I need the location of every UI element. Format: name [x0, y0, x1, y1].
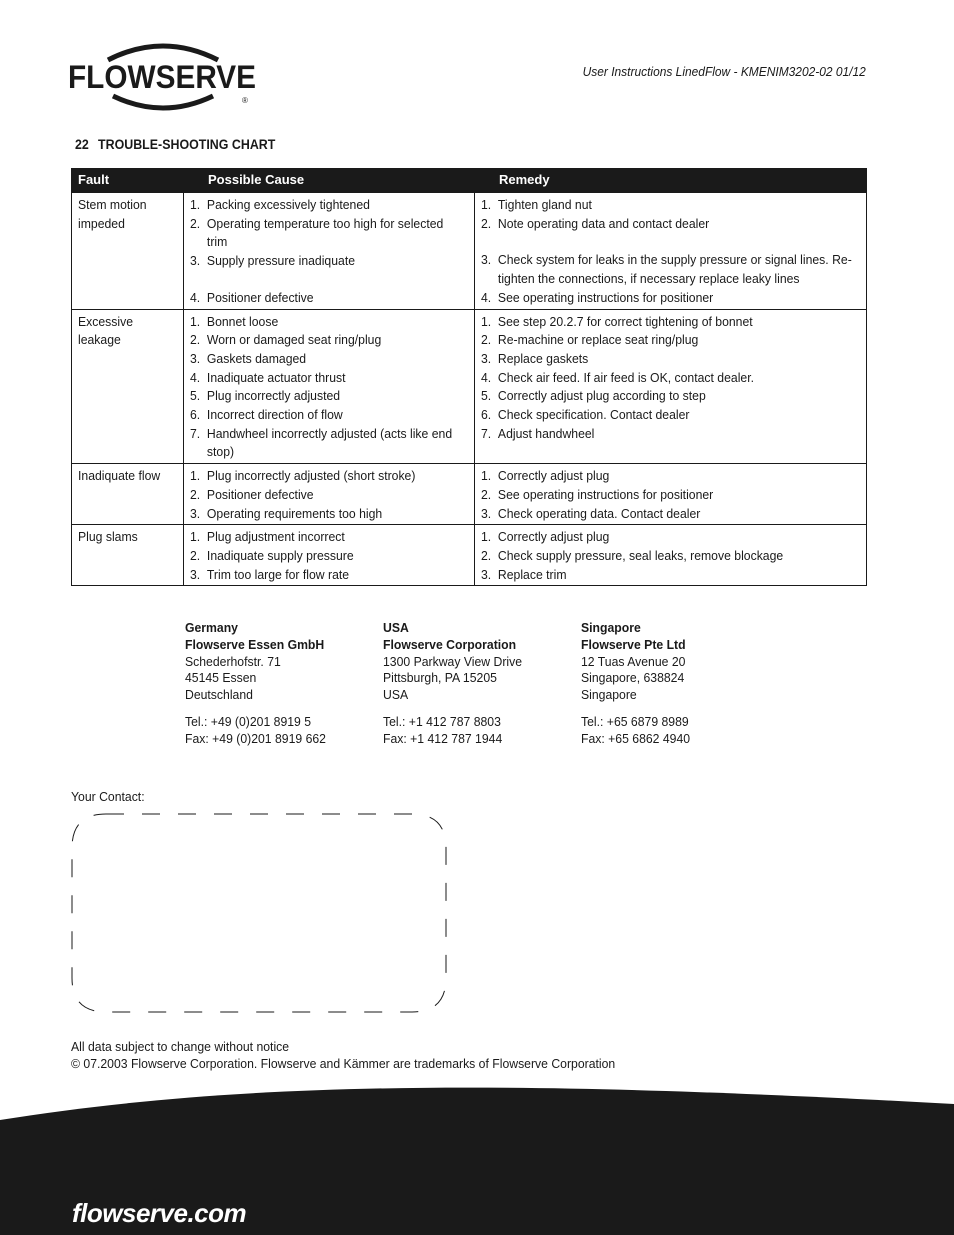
- fault-cell: [72, 464, 184, 525]
- item-text: See operating instructions for positioner: [497, 486, 714, 502]
- office-germany: [185, 620, 375, 748]
- footer-notes: [71, 1038, 650, 1072]
- list-item: [190, 350, 467, 369]
- item-number: 3.: [481, 252, 492, 268]
- item-number: 2.: [481, 486, 492, 502]
- table-row: [72, 464, 867, 525]
- table-row: [72, 309, 867, 464]
- header-fault: Fault: [72, 169, 184, 193]
- copyright: © 07.2003 Flowserve Corporation. Flowserve and Kämmer are trademarks of Flowserve Corporation: [71, 1056, 616, 1071]
- item-text: Incorrect direction of flow: [206, 407, 343, 423]
- item-text: Correctly adjust plug: [497, 468, 610, 484]
- document-reference: User Instructions LinedFlow - KMENIM3202-02 01/12: [582, 64, 866, 79]
- item-text: Check specification. Contact dealer: [497, 407, 690, 423]
- list-item: [190, 547, 467, 566]
- item-text: Gaskets damaged: [206, 350, 307, 366]
- item-number: 2.: [190, 332, 201, 348]
- remedy-list: [481, 467, 860, 523]
- list-item: [481, 406, 859, 425]
- item-number: 1.: [481, 197, 492, 212]
- item-number: 3.: [190, 253, 201, 269]
- list-item: [481, 547, 859, 566]
- list-item: [481, 505, 859, 524]
- item-number: 4.: [481, 289, 492, 305]
- list-item: [481, 215, 859, 234]
- item-number: 6.: [481, 407, 492, 423]
- list-item: [481, 528, 859, 547]
- list-item: [190, 387, 467, 406]
- item-text: Check supply pressure, seal leaks, remove blockage: [497, 547, 784, 563]
- remedy-cell: [475, 464, 867, 525]
- list-item: [481, 331, 859, 350]
- item-number: 1.: [190, 197, 201, 212]
- office-address-line: 1300 Parkway View Drive: [383, 653, 523, 669]
- office-fax: Fax: +49 (0)201 8919 662: [185, 730, 326, 746]
- list-item: [190, 313, 467, 332]
- item-number: 3.: [190, 566, 201, 582]
- list-item: [190, 289, 467, 308]
- remedy-list: [481, 528, 860, 584]
- item-number: 5.: [481, 388, 492, 404]
- item-text: Check operating data. Contact dealer: [497, 505, 701, 521]
- item-text: See step 20.2.7 for correct tightening of bonnet: [497, 313, 753, 329]
- item-number: 2.: [190, 486, 201, 502]
- item-text: Positioner defective: [206, 486, 314, 502]
- item-text: Bonnet loose: [206, 313, 279, 329]
- item-number: 3.: [190, 505, 201, 521]
- item-text: Check system for leaks in the supply pressure or signal lines. Re-tighten the connections, if necessary replace leaky lines: [497, 252, 852, 287]
- item-number: 3.: [190, 350, 201, 366]
- item-number: 4.: [190, 289, 201, 305]
- item-text: Handwheel incorrectly adjusted (acts like end stop): [206, 425, 453, 460]
- item-number: 1.: [190, 468, 201, 484]
- item-text: Plug incorrectly adjusted: [206, 388, 341, 404]
- contact-box: [70, 812, 448, 1014]
- list-item: [190, 566, 467, 585]
- office-address-line: Singapore, 638824: [581, 670, 685, 686]
- header-remedy: Remedy: [475, 169, 867, 193]
- item-text: Re-machine or replace seat ring/plug: [497, 332, 699, 348]
- item-number: 3.: [481, 566, 492, 582]
- list-item: [481, 425, 859, 444]
- office-fax: Fax: +1 412 787 1944: [383, 730, 503, 746]
- list-item: [481, 467, 859, 486]
- item-number: 1.: [190, 529, 201, 545]
- list-item: [190, 406, 467, 425]
- office-company: Flowserve Corporation: [383, 636, 517, 652]
- remedy-cell: [475, 525, 867, 586]
- office-tel: Tel.: +1 412 787 8803: [383, 713, 501, 729]
- fault-cell: [72, 309, 184, 464]
- office-singapore: [581, 620, 771, 748]
- item-number: 7.: [190, 425, 201, 441]
- list-item: [190, 252, 467, 271]
- office-company: Flowserve Pte Ltd: [581, 636, 686, 652]
- item-text: Operating temperature too high for selected trim: [206, 215, 444, 250]
- item-text: Check air feed. If air feed is OK, contact dealer.: [497, 369, 754, 385]
- office-tel: Tel.: +65 6879 8989: [581, 713, 689, 729]
- office-address-line: 45145 Essen: [185, 670, 257, 686]
- website-link[interactable]: flowserve.com: [72, 1198, 247, 1228]
- list-item: [190, 196, 467, 215]
- logo-wordmark: FLOWSERVE: [68, 59, 256, 95]
- office-address-line: Singapore: [581, 687, 637, 703]
- flowserve-logo: [68, 40, 258, 112]
- fault-text: Inadiquate flow: [78, 468, 161, 484]
- header-possible-cause: Possible Cause: [184, 169, 475, 193]
- item-number: 2.: [190, 547, 201, 563]
- cause-cell: [184, 193, 475, 310]
- office-address-line: Pittsburgh, PA 15205: [383, 670, 497, 686]
- item-text: Worn or damaged seat ring/plug: [206, 332, 382, 348]
- fault-cell: [72, 193, 184, 310]
- logo-arc-top: [108, 46, 218, 60]
- cause-cell: [184, 464, 475, 525]
- office-address-line: Deutschland: [185, 687, 253, 703]
- item-text: Plug adjustment incorrect: [206, 529, 345, 545]
- item-number: 3.: [481, 350, 492, 366]
- cause-list: [190, 467, 468, 523]
- item-text: Replace gaskets: [497, 350, 589, 366]
- fault-text: Stem motion impeded: [78, 197, 147, 231]
- cause-list: [190, 528, 468, 584]
- remedy-cell: [475, 193, 867, 310]
- item-number: 2.: [190, 215, 201, 231]
- list-item: [190, 528, 467, 547]
- table-row: [72, 525, 867, 586]
- fault-text: Plug slams: [78, 529, 138, 545]
- section-title-text: TROUBLE-SHOOTING CHART: [98, 137, 276, 152]
- item-number: 4.: [481, 369, 492, 385]
- item-number: 5.: [190, 388, 201, 404]
- office-country: Germany: [185, 620, 238, 635]
- item-text: Note operating data and contact dealer: [497, 215, 710, 231]
- section-number: 22: [75, 137, 89, 152]
- office-fax: Fax: +65 6862 4940: [581, 730, 691, 746]
- item-text: Operating requirements too high: [206, 505, 383, 521]
- item-text: Inadiquate supply pressure: [206, 547, 354, 563]
- item-number: 4.: [190, 369, 201, 385]
- item-text: Correctly adjust plug according to step: [497, 388, 706, 404]
- list-item: [481, 369, 859, 388]
- item-text: Replace trim: [497, 566, 567, 582]
- list-item: [190, 467, 467, 486]
- item-text: Plug incorrectly adjusted (short stroke): [206, 468, 416, 484]
- list-item: [481, 486, 859, 505]
- item-number: 1.: [190, 313, 201, 329]
- office-tel: Tel.: +49 (0)201 8919 5: [185, 713, 312, 729]
- remedy-list: [481, 313, 860, 444]
- item-number: 1.: [481, 468, 492, 484]
- list-item: [190, 505, 467, 524]
- office-usa: [383, 620, 573, 748]
- trouble-shooting-table: [71, 168, 867, 586]
- office-address-line: Schederhofstr. 71: [185, 653, 281, 669]
- item-text: Positioner defective: [206, 289, 314, 305]
- list-item: [481, 387, 859, 406]
- item-text: Trim too large for flow rate: [206, 566, 350, 582]
- cause-list: [190, 196, 468, 308]
- cause-list: [190, 313, 468, 463]
- office-company: Flowserve Essen GmbH: [185, 636, 325, 652]
- item-number: 2.: [481, 547, 492, 563]
- list-item: [190, 486, 467, 505]
- item-number: 6.: [190, 407, 201, 423]
- item-text: Tighten gland nut: [497, 197, 592, 212]
- list-item: [481, 313, 859, 332]
- item-number: 1.: [481, 529, 492, 545]
- office-country: Singapore: [581, 620, 641, 635]
- list-item: [190, 425, 467, 462]
- list-item: [481, 196, 859, 215]
- item-text: Packing excessively tightened: [206, 197, 370, 212]
- item-number: 2.: [481, 215, 492, 231]
- office-address-line: 12 Tuas Avenue 20: [581, 653, 686, 669]
- list-item: [481, 251, 859, 288]
- item-text: See operating instructions for positioner: [497, 289, 714, 305]
- item-number: 3.: [481, 505, 492, 521]
- item-text: Supply pressure inadiquate: [206, 253, 356, 269]
- table-header-row: [72, 169, 867, 193]
- item-text: Adjust handwheel: [497, 425, 595, 441]
- your-contact-label: Your Contact:: [71, 789, 145, 804]
- table-row: [72, 193, 867, 310]
- item-text: Inadiquate actuator thrust: [206, 369, 346, 385]
- change-notice: All data subject to change without notice: [71, 1039, 290, 1054]
- list-item: [481, 289, 859, 308]
- logo-registered-mark: ®: [242, 96, 248, 105]
- list-item: [190, 215, 467, 252]
- fault-cell: [72, 525, 184, 586]
- item-number: 7.: [481, 425, 492, 441]
- cause-cell: [184, 309, 475, 464]
- office-country: USA: [383, 620, 409, 635]
- list-item: [190, 331, 467, 350]
- section-title: [75, 137, 275, 152]
- remedy-cell: [475, 309, 867, 464]
- remedy-list: [481, 196, 860, 308]
- logo-arc-bottom: [113, 96, 213, 108]
- item-number: 2.: [481, 332, 492, 348]
- fault-text: Excessive leakage: [78, 313, 134, 348]
- cause-cell: [184, 525, 475, 586]
- list-item: [481, 350, 859, 369]
- list-item: [190, 369, 467, 388]
- item-text: Correctly adjust plug: [497, 529, 610, 545]
- list-item: [481, 566, 859, 585]
- item-number: 1.: [481, 313, 492, 329]
- office-address-line: USA: [383, 687, 409, 703]
